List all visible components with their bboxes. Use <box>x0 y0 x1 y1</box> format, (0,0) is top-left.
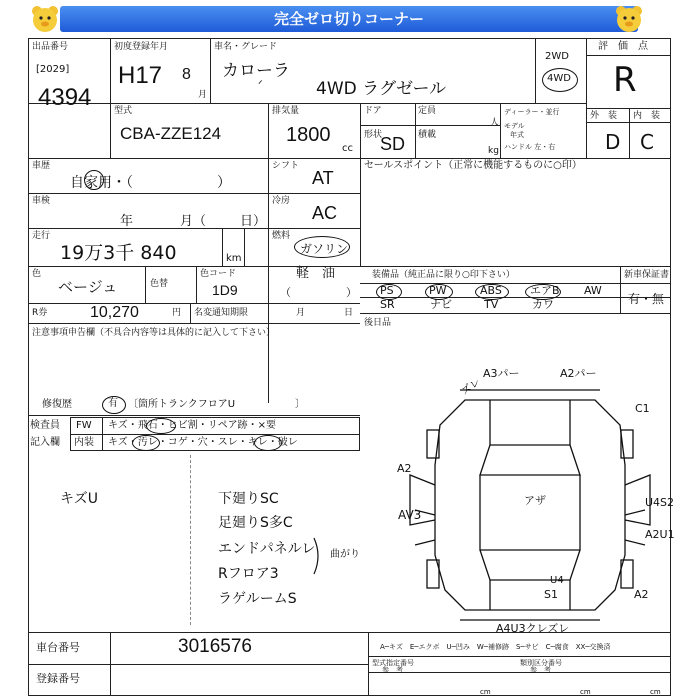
int-score: C <box>640 130 654 154</box>
diag-label-9: U4 <box>550 575 564 586</box>
shape-label: 形状 <box>364 130 383 140</box>
repair-detail: 〔箇所トランクフロアU 〕 <box>128 399 306 410</box>
new-car-warranty-label: 新車保証書 <box>624 270 670 280</box>
capacity-label: 定員 <box>418 106 437 116</box>
drive-2wd-label: 2WD <box>545 51 569 62</box>
diag-label-0: ズレ <box>459 376 483 398</box>
equip-pw: PW <box>429 284 447 297</box>
fuel-gas: ガソリン <box>300 242 349 256</box>
mileage-unit: km <box>226 253 242 264</box>
diag-label-5: AV3 <box>398 508 422 522</box>
first-reg-month: 8 <box>182 66 191 83</box>
loading-label: 積載 <box>418 130 437 140</box>
inspector-note-2: 足廻りS多C <box>218 515 293 531</box>
capacity-unit: 人 <box>490 118 500 128</box>
inspector-note-1: 下廻りSC <box>218 491 279 507</box>
mileage-value: 19万3千 840 <box>60 242 177 264</box>
diag-label-6: アザ <box>524 494 546 507</box>
equip-leather: カワ <box>532 298 554 311</box>
lot-label: 出品番号 <box>32 42 69 52</box>
diag-label-1: A3パー <box>483 367 520 380</box>
repair-value: 有 <box>108 398 118 409</box>
first-reg-label: 初度登録年月 <box>114 42 169 52</box>
category-value: 自家用・（ ） <box>70 175 231 191</box>
lot-tag: [2029] <box>36 64 70 75</box>
inspection-day: 日） <box>240 214 267 229</box>
car-name: カローラ <box>222 61 290 81</box>
ext-label: 外 装 <box>590 111 618 121</box>
inspector-note-3: エンドパネルレ <box>218 541 316 557</box>
inspector-note-side: 曲がり <box>330 549 360 560</box>
diag-label-11: A2 <box>634 588 649 601</box>
first-reg-year: H17 <box>118 62 163 89</box>
insp-fw-line: キズ・飛石・ヒビ割・リペア跡・×要 <box>108 420 276 431</box>
ac-label: 冷房 <box>272 196 291 206</box>
bear-mascot-left-icon <box>30 4 60 34</box>
post-date-label: 後日品 <box>364 318 392 328</box>
chassis-label: 車台番号 <box>36 641 80 654</box>
insp-circle-hiishi <box>146 418 176 434</box>
equip-tv: TV <box>484 298 499 311</box>
displacement-value: 1800 <box>286 124 331 146</box>
displacement-unit: cc <box>342 143 353 154</box>
fuel-paren: （ ） <box>280 286 357 299</box>
inspection-label: 車検 <box>32 196 51 206</box>
equip-navi: ナビ <box>430 298 452 311</box>
model-value: CBA-ZZE124 <box>120 124 222 143</box>
car-grade: 4WD ラグゼール <box>316 79 447 99</box>
car-label: 車名・グレード <box>214 42 278 52</box>
shift-value: AT <box>312 168 334 188</box>
shape-value: SD <box>380 134 406 154</box>
equip-aw: AW <box>584 284 602 297</box>
diag-label-4: A2 <box>397 462 412 475</box>
damage-legend: A─キズ E─エクボ U─凹み W─補修跡 S─サビ C─腐食 XX─交換済 <box>380 643 611 651</box>
model-label: 型式 <box>114 106 133 116</box>
fuel-gas-circle <box>294 236 350 258</box>
car-tick: ᐟ <box>258 78 263 91</box>
equip-sr: SR <box>380 298 395 311</box>
dealer-handle: ハンドル 左・右 <box>504 143 556 151</box>
diag-label-7: U4S2 <box>645 496 675 509</box>
dealer-year: 年式 <box>510 131 524 139</box>
insp-int-label: 内装 <box>74 437 94 448</box>
drive-4wd: 4WD <box>547 73 571 84</box>
registration-label: 登録番号 <box>36 672 80 685</box>
model-ref: 参 考 <box>382 666 403 674</box>
diag-label-8: A2U1 <box>645 528 675 541</box>
banner-title: 完全ゼロ切りコーナー <box>60 6 638 32</box>
inspector-note-5: ラゲルームS <box>218 591 297 607</box>
score-value: R <box>613 60 637 100</box>
inspector-note-left: キズU <box>60 491 98 507</box>
loading-unit: kg <box>488 146 499 156</box>
sales-label: セールスポイント（正常に機能するものに○印） <box>364 160 582 171</box>
dealer-model: モデル <box>504 122 525 130</box>
equip-airbag: エアB <box>530 284 560 297</box>
color-code-label: 色コード <box>200 269 237 279</box>
model-designation-label: 型式指定番号 <box>372 659 414 667</box>
int-label: 内 装 <box>633 111 661 121</box>
color-code: 1D9 <box>212 282 238 298</box>
diag-label-10: S1 <box>544 588 558 601</box>
cm-unit-3: cm <box>650 688 661 696</box>
fuel-label: 燃料 <box>272 231 291 241</box>
category-circle <box>84 170 104 190</box>
equip-ps: PS <box>380 284 394 297</box>
diag-label-2: A2パー <box>560 367 597 380</box>
insp-label-2: 記入欄 <box>30 437 60 448</box>
insp-label-1: 検査員 <box>30 420 60 431</box>
door-label: ドア <box>364 106 382 116</box>
expiry-label: 名変通知期限 <box>194 308 249 318</box>
class-designation-label: 類別区分番号 <box>520 659 562 667</box>
first-reg-month-unit: 月 <box>198 90 208 100</box>
bear-mascot-right-icon <box>614 4 644 34</box>
inspector-note-4: Rフロア3 <box>218 566 279 582</box>
cm-unit-1: cm <box>480 688 491 696</box>
insp-circle-yogore <box>132 435 160 451</box>
ext-score: D <box>605 130 621 154</box>
inspection-year: 年 <box>120 214 134 229</box>
equipment-label: 装備品（純正品に限り○印下さい） <box>372 270 515 280</box>
fuel-diesel: 軽 油 <box>296 266 336 281</box>
insp-fw-label: FW <box>76 420 92 431</box>
recycle-value: 10,270 <box>90 304 139 321</box>
score-label: 評 価 点 <box>598 41 648 52</box>
category-label: 車歴 <box>32 161 51 171</box>
displacement-label: 排気量 <box>272 106 300 116</box>
dealer-label: ディーラー・並行 <box>504 108 560 116</box>
recycle-label: R券 <box>32 308 48 318</box>
mileage-label: 走行 <box>32 231 51 241</box>
expiry-month: 月 <box>296 308 306 318</box>
shift-label: シフト <box>272 161 300 171</box>
new-car-warranty-value: 有・無 <box>628 292 665 306</box>
notes-label: 注意事項申告欄（不具合内容等は具体的に記入して下さい） <box>32 328 276 338</box>
insp-circle-sure <box>254 435 282 451</box>
diag-label-3: C1 <box>635 402 650 415</box>
ac-value: AC <box>312 203 338 223</box>
color-change-label: 色替 <box>150 279 169 289</box>
recycle-unit: 円 <box>172 308 182 318</box>
class-ref: 参 考 <box>530 666 551 674</box>
expiry-day: 日 <box>344 308 354 318</box>
diag-label-12: A4U3クレズレ <box>496 622 570 635</box>
repair-label: 修復歴 <box>42 399 72 410</box>
inspection-month: 月（ <box>180 214 207 229</box>
equip-abs: ABS <box>480 284 502 297</box>
cm-unit-2: cm <box>580 688 591 696</box>
chassis-value: 3016576 <box>178 636 252 657</box>
insp-int-line: キズ・汚レ・コゲ・穴・スレ・キレ・破レ <box>108 437 298 448</box>
lot-number: 4394 <box>38 84 92 111</box>
color-value: ベージュ <box>58 278 118 296</box>
color-label: 色 <box>32 269 42 279</box>
bracket-mark <box>312 536 324 576</box>
